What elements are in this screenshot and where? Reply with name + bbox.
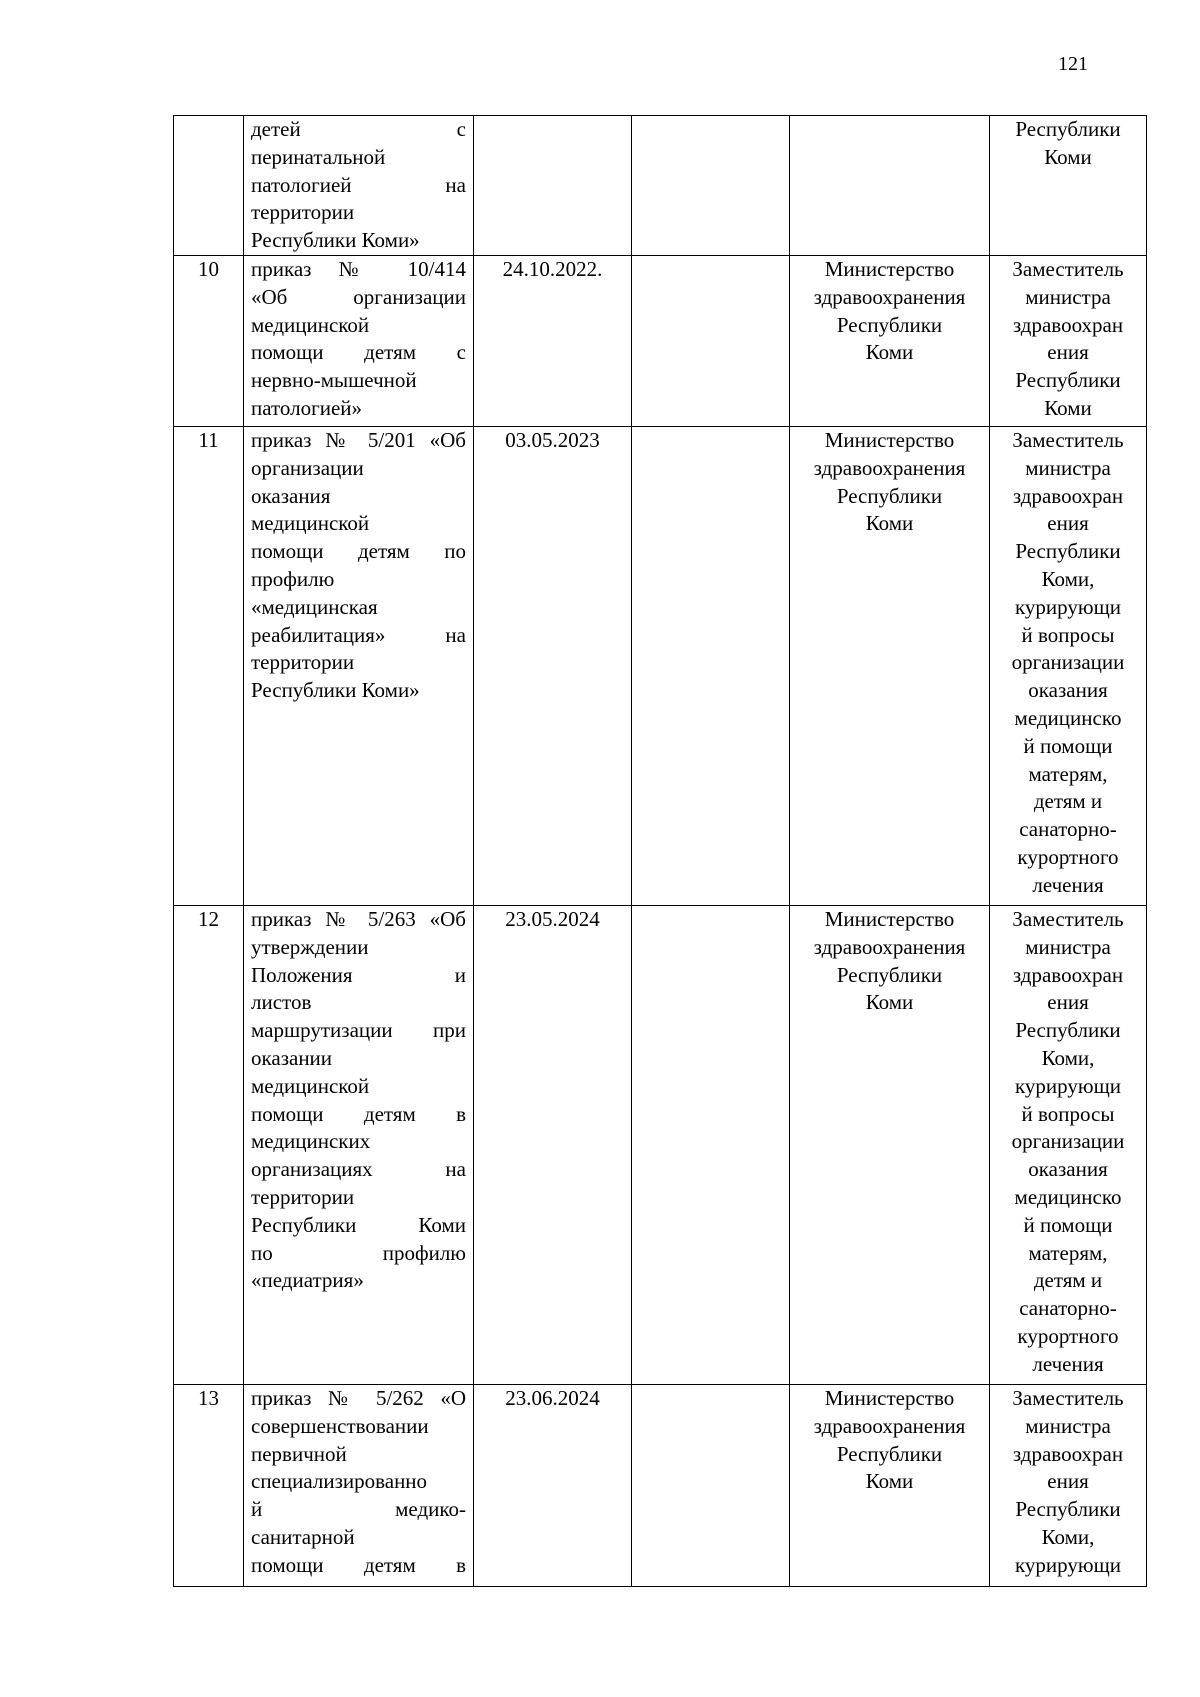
responsible-line: Республики [1015, 1497, 1121, 1522]
table-row [174, 255, 1147, 426]
organization-line: Министерство [824, 256, 955, 281]
document-title-line: первичной [251, 1441, 347, 1466]
document-title-line: территории [251, 1184, 355, 1209]
document-title-line: «медицинская [251, 594, 378, 619]
responsible-line: й вопросы [1021, 1101, 1115, 1126]
responsible-line: организации [1011, 1129, 1125, 1154]
responsible-line: лечения [1032, 1351, 1104, 1376]
document-date: 24.10.2022. [502, 256, 603, 281]
document-title-line: помощи детям в [251, 1552, 466, 1577]
responsible-line: Республики [1015, 1018, 1121, 1043]
document-title-line: оказании [251, 1045, 333, 1070]
organization-line: здравоохранения [813, 1413, 966, 1438]
responsible-line: министра [1025, 1413, 1111, 1438]
document-title-line: по профилю [251, 1240, 466, 1265]
organization-line: здравоохранения [813, 455, 966, 480]
document-title-line: специализированно [251, 1469, 428, 1494]
responsible-line: ения [1047, 511, 1089, 536]
document-title-line: «Об организации [251, 284, 466, 309]
document-title-line: детей с [251, 117, 466, 141]
document-date-cell [474, 116, 632, 256]
row-number-cell [174, 1384, 244, 1586]
document-title-line: патологией на [251, 172, 466, 197]
document-title-line: приказ № 5/201 «Об [251, 427, 466, 452]
document-title-cell [244, 905, 474, 1384]
document-title-line: патологией» [251, 395, 363, 420]
document-title-cell [244, 255, 474, 426]
row-number: 12 [198, 906, 219, 931]
organization-cell [790, 1384, 990, 1586]
organization-line: Коми [865, 511, 914, 536]
responsible-cell [990, 1384, 1147, 1586]
responsible-line: Коми, [1041, 566, 1095, 591]
responsible-cell [990, 116, 1147, 256]
document-title-line: нервно-мышечной [251, 368, 417, 393]
row-number-cell [174, 426, 244, 905]
document-title-line: утверждении [251, 934, 369, 959]
page-number: 121 [1058, 53, 1088, 75]
responsible-line: курирующи [1015, 1552, 1121, 1577]
table-body [174, 116, 1147, 1587]
responsible-line: здравоохран [1012, 483, 1124, 508]
responsible-line: ения [1047, 990, 1089, 1015]
document-title-line: приказ № 5/263 «Об [251, 906, 466, 931]
responsible-line: Республики [1015, 117, 1121, 141]
document-title-line: организациях на [251, 1157, 466, 1182]
organization-cell [790, 255, 990, 426]
organization-cell [790, 905, 990, 1384]
responsible-line: организации [1011, 650, 1125, 675]
document-title-line: Республики Коми» [251, 678, 420, 703]
organization-line: Министерство [824, 906, 955, 931]
document-title-line: территории [251, 200, 355, 225]
table-row [174, 426, 1147, 905]
responsible-line: курортного [1017, 1323, 1119, 1348]
row-number: 13 [198, 1385, 219, 1410]
responsible-cell [990, 426, 1147, 905]
responsible-line: оказания [1028, 678, 1108, 703]
document-title-line: территории [251, 650, 355, 675]
row-number-cell [174, 905, 244, 1384]
empty-cell [632, 255, 790, 426]
organization-line: Министерство [824, 1385, 955, 1410]
document-title-line: маршрутизации при [251, 1018, 466, 1043]
empty-cell [632, 116, 790, 256]
responsible-line: здравоохран [1012, 312, 1124, 337]
responsible-line: детям и [1033, 789, 1103, 814]
responsible-line: здравоохран [1012, 1441, 1124, 1466]
document-date: 03.05.2023 [505, 427, 600, 452]
document-title-cell [244, 426, 474, 905]
responsible-line: Коми [1044, 395, 1092, 420]
table-row [174, 905, 1147, 1384]
organization-line: Министерство [824, 427, 955, 452]
document-date: 23.06.2024 [505, 1385, 600, 1410]
row-number: 10 [198, 256, 219, 281]
document-title-cell [244, 116, 474, 256]
organization-line: здравоохранения [813, 284, 966, 309]
responsible-line: здравоохран [1012, 962, 1124, 987]
responsible-line: Заместитель [1012, 906, 1124, 931]
responsible-line: курирующи [1015, 1073, 1121, 1098]
empty-cell [632, 1384, 790, 1586]
row-number: 11 [198, 427, 219, 452]
document-title-line: помощи детям в [251, 1101, 466, 1126]
responsible-line: оказания [1028, 1157, 1108, 1182]
responsible-line: министра [1025, 455, 1111, 480]
responsible-line: Коми, [1041, 1045, 1095, 1070]
responsible-line: Республики [1015, 539, 1121, 564]
document-title-line: профилю [251, 566, 335, 591]
organization-line: Республики [836, 312, 943, 337]
responsible-line: санаторно- [1019, 817, 1117, 842]
document-title-line: организации [251, 455, 364, 480]
document-title-line: листов [251, 990, 312, 1015]
document-title-line: приказ № 5/262 «О [251, 1385, 466, 1410]
row-number-cell [174, 255, 244, 426]
responsible-line: Коми, [1041, 1524, 1095, 1549]
responsible-cell [990, 905, 1147, 1384]
document-date: 23.05.2024 [505, 906, 600, 931]
organization-line: Республики [836, 962, 943, 987]
document-title-cell [244, 1384, 474, 1586]
document-title-line: медицинской [251, 511, 370, 536]
responsible-line: детям и [1033, 1268, 1103, 1293]
row-number-cell [174, 116, 244, 256]
organization-line: Республики [836, 1441, 943, 1466]
document-date-cell [474, 905, 632, 1384]
organization-line: Коми [865, 340, 914, 365]
document-title-line: совершенствовании [251, 1413, 429, 1438]
document-title-line: Положения и [251, 962, 466, 987]
responsible-line: санаторно- [1019, 1296, 1117, 1321]
organization-cell [790, 116, 990, 256]
responsible-line: медицинско [1014, 705, 1122, 730]
document-date-cell [474, 426, 632, 905]
responsible-line: Республики [1015, 368, 1121, 393]
empty-cell [632, 905, 790, 1384]
document-title-line: оказания [251, 483, 331, 508]
responsible-line: министра [1025, 284, 1111, 309]
organization-line: Республики [836, 483, 943, 508]
document-date-cell [474, 255, 632, 426]
organization-cell [790, 426, 990, 905]
document-title-line: помощи детям с [251, 340, 466, 365]
responsible-line: матерям, [1028, 761, 1108, 786]
document-title-line: медицинской [251, 312, 370, 337]
table-row [174, 116, 1147, 256]
document-title-line: Республики Коми» [251, 228, 420, 253]
document-date-cell [474, 1384, 632, 1586]
responsible-line: ения [1047, 1469, 1089, 1494]
responsible-line: Заместитель [1012, 427, 1124, 452]
organization-line: здравоохранения [813, 934, 966, 959]
document-title-line: помощи детям по [251, 539, 466, 564]
organization-line: Коми [865, 1469, 914, 1494]
responsible-cell [990, 255, 1147, 426]
responsible-line: Коми [1044, 144, 1092, 169]
responsible-line: курирующи [1015, 594, 1121, 619]
document-title-line: перинатальной [251, 144, 386, 169]
responsible-line: ения [1047, 340, 1089, 365]
responsible-line: курортного [1017, 844, 1119, 869]
responsible-line: министра [1025, 934, 1111, 959]
responsible-line: матерям, [1028, 1240, 1108, 1265]
responsible-line: лечения [1032, 872, 1104, 897]
document-title-line: приказ № 10/414 [251, 256, 466, 281]
responsible-line: Заместитель [1012, 256, 1124, 281]
document-title-line: Республики Коми [251, 1212, 466, 1237]
empty-cell [632, 426, 790, 905]
responsible-line: медицинско [1014, 1184, 1122, 1209]
document-title-line: медицинской [251, 1073, 370, 1098]
organization-line: Коми [865, 990, 914, 1015]
responsible-line: й помощи [1023, 1212, 1113, 1237]
orders-table [173, 115, 1147, 1587]
responsible-line: й помощи [1023, 733, 1113, 758]
document-title-line: медицинских [251, 1129, 371, 1154]
responsible-line: й вопросы [1021, 622, 1115, 647]
document-title-line: «педиатрия» [251, 1268, 364, 1293]
table-row [174, 1384, 1147, 1586]
document-title-line: реабилитация» на [251, 622, 466, 647]
document-title-line: санитарной [251, 1524, 355, 1549]
responsible-line: Заместитель [1012, 1385, 1124, 1410]
document-title-line: й медико- [251, 1497, 466, 1522]
